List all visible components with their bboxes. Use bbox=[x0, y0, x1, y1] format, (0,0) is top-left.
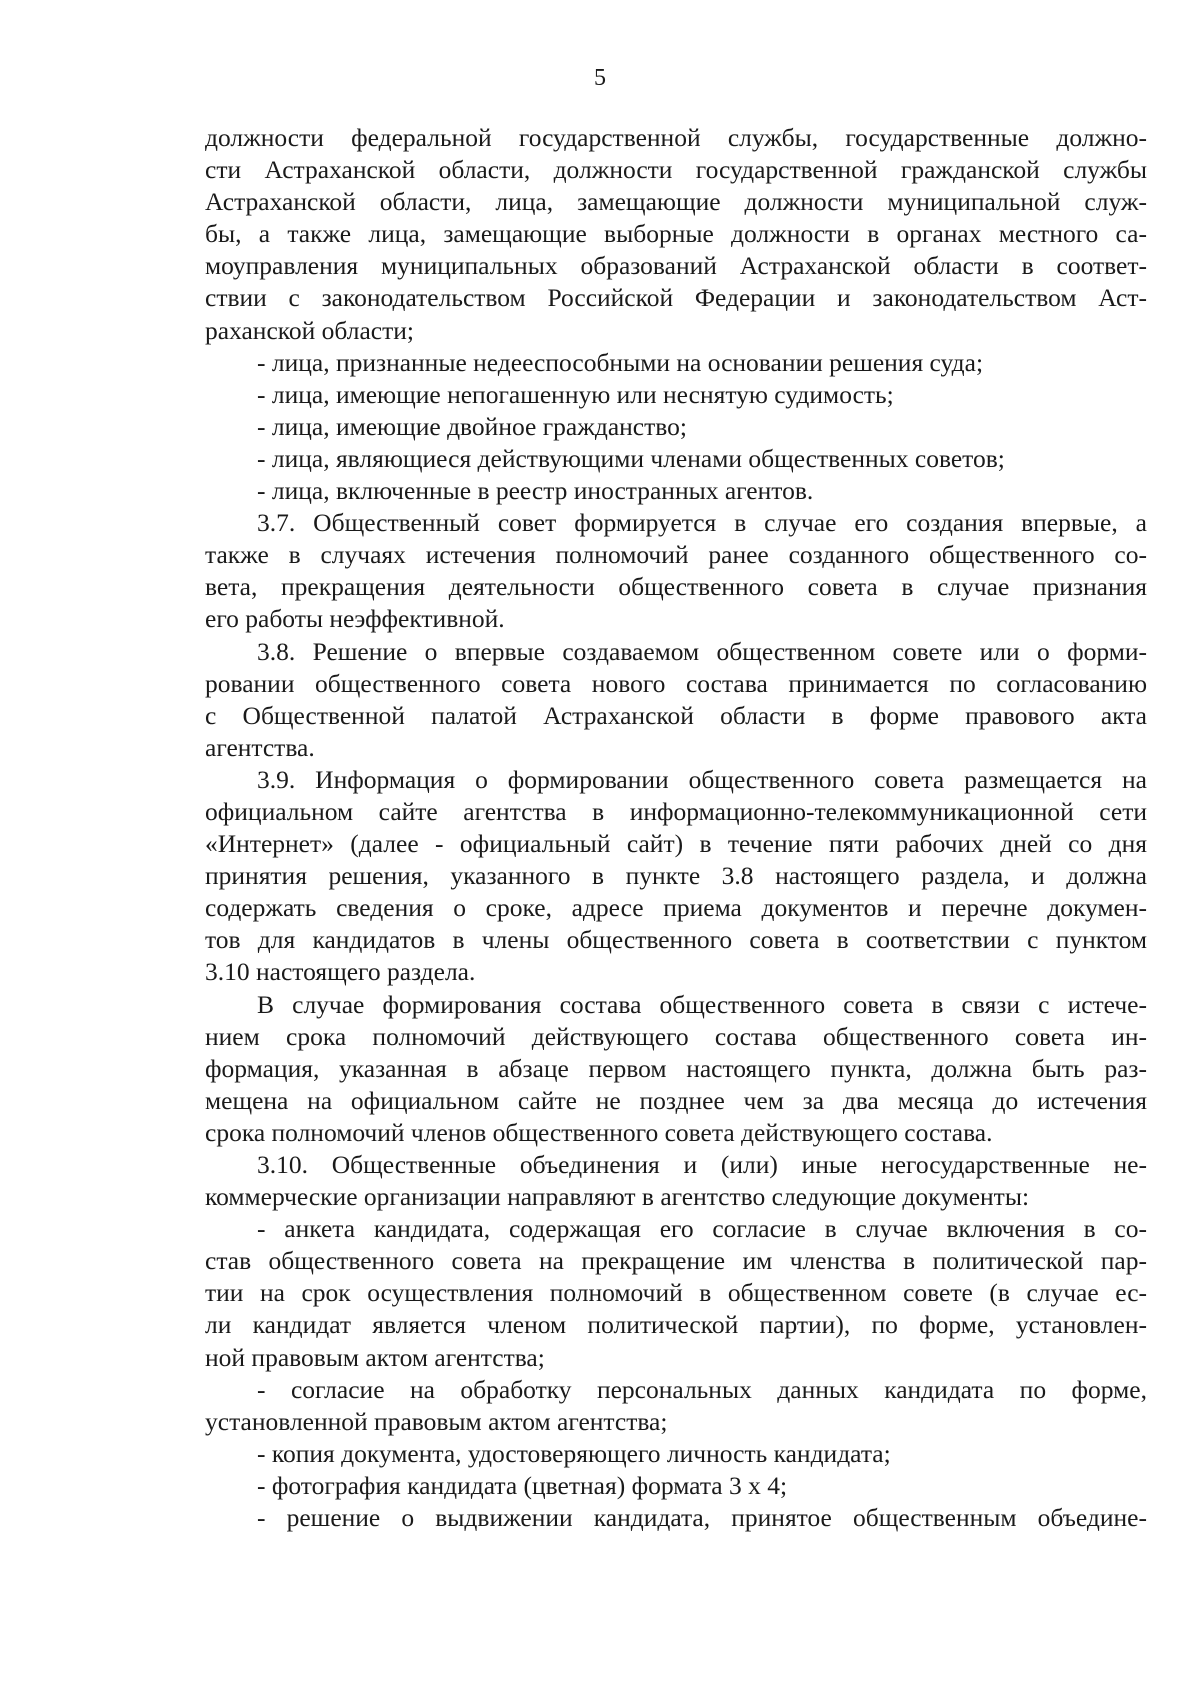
page-number: 5 bbox=[594, 65, 606, 91]
text-line: вета, прекращения деятельности общественного совета в случае признания bbox=[205, 572, 1147, 602]
text-line: - анкета кандидата, содержащая его согласие в случае включения в со- bbox=[257, 1214, 1147, 1244]
text-line: 3.8. Решение о впервые создаваемом общественном совете или о форми- bbox=[257, 636, 1147, 666]
text-line: мещена на официальном сайте не позднее чем за два месяца до истечения bbox=[205, 1085, 1147, 1115]
text-line: с Общественной палатой Астраханской области в форме правового акта bbox=[205, 700, 1147, 730]
text-line: 3.10 настоящего раздела. bbox=[205, 957, 476, 987]
text-line: став общественного совета на прекращение им членства в политической пар- bbox=[205, 1246, 1147, 1276]
text-line: раханской области; bbox=[205, 315, 414, 345]
text-line: 3.10. Общественные объединения и (или) иные негосударственные не- bbox=[257, 1150, 1147, 1179]
text-line: - согласие на обработку персональных данных кандидата по форме, bbox=[257, 1374, 1147, 1404]
text-line: принятия решения, указанного в пункте 3.8 настоящего раздела, и должна bbox=[205, 861, 1147, 891]
text-line: должности федеральной государственной службы, государственные должно- bbox=[205, 123, 1147, 152]
text-line: - лица, имеющие непогашенную или неснятую судимость; bbox=[257, 379, 894, 409]
text-line: нием срока полномочий действующего состава общественного совета ин- bbox=[205, 1021, 1147, 1051]
text-line: бы, а также лица, замещающие выборные должности в органах местного са- bbox=[205, 219, 1147, 249]
text-line: - фотография кандидата (цветная) формата 3 х 4; bbox=[257, 1470, 788, 1500]
text-line: ровании общественного совета нового состава принимается по согласованию bbox=[205, 668, 1147, 698]
text-line: «Интернет» (далее - официальный сайт) в течение пяти рабочих дней со дня bbox=[205, 829, 1147, 859]
text-line: - лица, включенные в реестр иностранных агентов. bbox=[257, 476, 814, 506]
text-line: официальном сайте агентства в информационно-телекоммуникационной сети bbox=[205, 796, 1147, 826]
text-line: ной правовым актом агентства; bbox=[205, 1342, 545, 1372]
text-line: 3.7. Общественный совет формируется в случае его создания впервые, а bbox=[257, 508, 1147, 538]
text-line: также в случаях истечения полномочий ранее созданного общественного со- bbox=[205, 540, 1147, 570]
text-line: установленной правовым актом агентства; bbox=[205, 1406, 668, 1436]
text-line: моуправления муниципальных образований Астраханской области в соответ- bbox=[205, 251, 1147, 281]
text-line: срока полномочий членов общественного совета действующего состава. bbox=[205, 1117, 993, 1147]
text-line: - лица, имеющие двойное гражданство; bbox=[257, 411, 687, 441]
text-line: В случае формирования состава общественного совета в связи с истече- bbox=[257, 989, 1147, 1019]
text-line: формация, указанная в абзаце первом настоящего пункта, должна быть раз- bbox=[205, 1053, 1147, 1083]
text-line: содержать сведения о сроке, адресе приема документов и перечне докумен- bbox=[205, 893, 1147, 923]
text-line: тов для кандидатов в члены общественного совета в соответствии с пунктом bbox=[205, 925, 1147, 955]
text-line: - лица, являющиеся действующими членами общественных советов; bbox=[257, 443, 1005, 473]
text-line: ли кандидат является членом политической партии), по форме, установлен- bbox=[205, 1310, 1147, 1340]
text-line: агентства. bbox=[205, 732, 315, 762]
text-line: коммерческие организации направляют в агентство следующие документы: bbox=[205, 1182, 1030, 1212]
text-line: сти Астраханской области, должности государственной гражданской службы bbox=[205, 155, 1147, 185]
document-body bbox=[205, 122, 1147, 1534]
text-line: - решение о выдвижении кандидата, принятое общественным объедине- bbox=[257, 1503, 1147, 1533]
text-line: - лица, признанные недееспособными на основании решения суда; bbox=[257, 347, 984, 377]
text-line: 3.9. Информация о формировании общественного совета размещается на bbox=[257, 764, 1147, 794]
text-line: ствии с законодательством Российской Федерации и законодательством Аст- bbox=[205, 283, 1147, 313]
text-line: его работы неэффективной. bbox=[205, 604, 505, 634]
text-line: - копия документа, удостоверяющего личность кандидата; bbox=[257, 1438, 891, 1468]
text-line: Астраханской области, лица, замещающие должности муниципальной служ- bbox=[205, 187, 1147, 217]
text-line: тии на срок осуществления полномочий в общественном совете (в случае ес- bbox=[205, 1278, 1147, 1308]
